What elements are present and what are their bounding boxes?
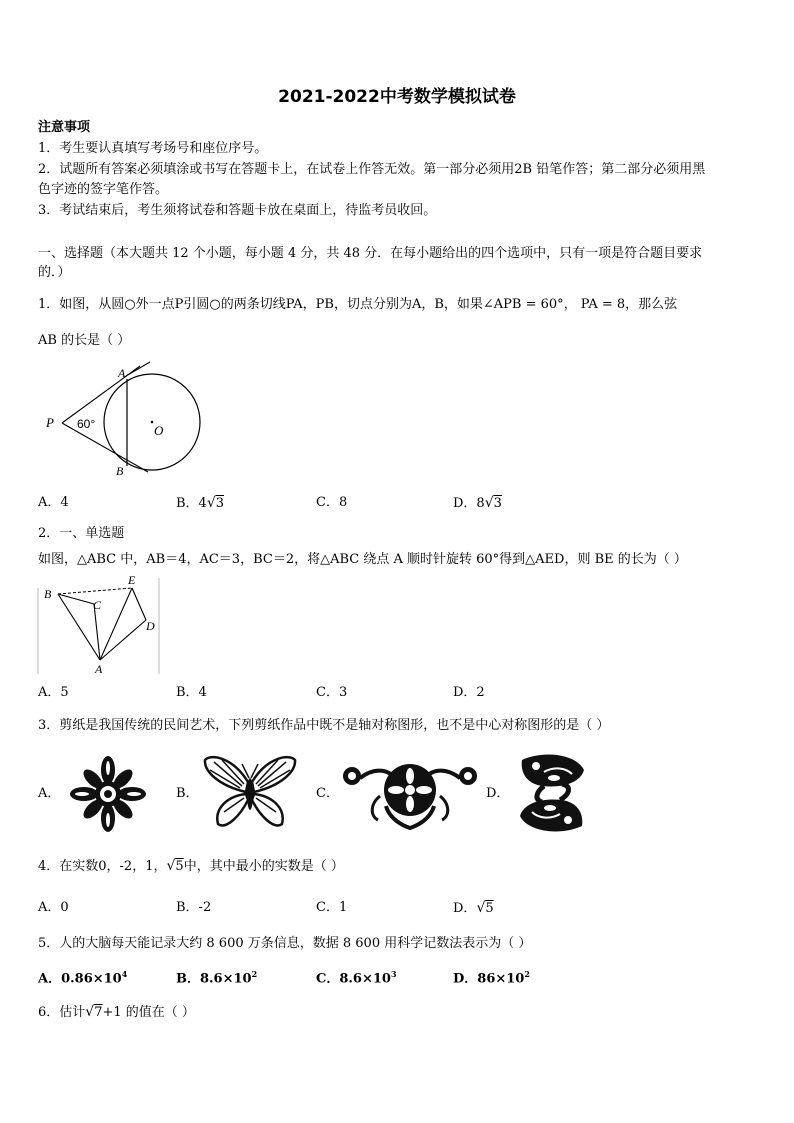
segment-da	[100, 620, 146, 660]
question-4-text-b: 中，其中最小的实数是（ ）	[183, 859, 344, 874]
question-2-text: 2．一、单选题	[38, 526, 125, 541]
option-c-exponent: 3	[390, 969, 397, 979]
papercut-flower-icon	[68, 754, 148, 834]
option-d-exponent: 2	[524, 969, 530, 979]
label-angle: 60°	[77, 417, 96, 431]
question-1-option-d: D．8√3	[453, 495, 502, 511]
question-1-figure	[40, 362, 210, 480]
question-4-option-b: B．-2	[176, 900, 212, 915]
label-p: P	[46, 415, 54, 430]
papercut-fish-icon	[514, 750, 590, 836]
notice-heading: 注意事项	[38, 120, 91, 135]
notice-item: 色字迹的签字笔作答。	[38, 182, 169, 197]
question-3-option-a: A．	[38, 786, 61, 801]
question-3-text: 3．剪纸是我国传统的民间艺术，下列剪纸作品中既不是轴对称图形，也不是中心对称图形的是（ ）	[38, 718, 610, 733]
option-d-radicand: 3	[493, 496, 502, 511]
question-4-text-a: 4．在实数0，-2，1，	[38, 859, 167, 874]
papercut-ornament-icon	[340, 756, 480, 830]
section-heading: 一、选择题（本大题共 12 个小题，每小题 4 分，共 48 分．在每小题给出的四个选项中，只有一项是符合题目要求	[38, 246, 703, 261]
question-4-option-a: A．0	[38, 900, 69, 915]
segment-ed	[132, 588, 146, 620]
question-2-option-c: C．3	[316, 685, 348, 700]
section-heading-cont: 的．）	[38, 265, 71, 280]
question-1-option-b: B．4√3	[176, 495, 225, 511]
page-title: 2021-2022中考数学模拟试卷	[278, 87, 516, 107]
question-5-option-d	[453, 965, 530, 988]
notice-item: 3．考试结束后，考生须将试卷和答题卡放在桌面上，待监考员收回。	[38, 203, 437, 218]
question-4-option-c: C．1	[316, 900, 348, 915]
papercut-butterfly-icon	[202, 752, 298, 832]
label-a: A	[95, 662, 103, 676]
question-5-option-a	[38, 965, 127, 988]
segment-ae	[100, 588, 132, 660]
option-c-base: C．8.6×10	[316, 971, 391, 987]
center-dot	[151, 421, 154, 424]
question-5-option-b	[176, 965, 257, 988]
option-d-base: D．86×10	[453, 971, 525, 987]
option-a-base: A．0.86×10	[38, 971, 122, 987]
option-a-exponent: 4	[121, 969, 128, 979]
option-b-radicand: 3	[215, 496, 225, 511]
question-3-option-c: C．	[316, 786, 339, 801]
question-2-option-d: D．2	[453, 685, 485, 700]
question-6-prefix: 6．估计	[38, 1005, 86, 1020]
question-5-option-c	[316, 965, 397, 988]
notice-item: 1．考生要认真填写考场号和座位序号。	[38, 141, 268, 156]
label-b: B	[116, 464, 124, 478]
label-d: D	[146, 619, 155, 633]
label-e: E	[128, 573, 136, 587]
label-a: A	[118, 366, 126, 380]
question-5-text: 5．人的大脑每天能记录大约 8 600 万条信息，数据 8 600 用科学记数法表示为（ ）	[38, 936, 532, 951]
question-2-option-a: A．5	[38, 685, 69, 700]
option-b-base: B．8.6×10	[176, 971, 252, 987]
option-d-prefix: D．8	[453, 496, 485, 511]
question-2-option-b: B．4	[176, 685, 207, 700]
question-4-radicand: 5	[175, 859, 184, 874]
question-1-text: 1．如图，从圆○外一点P引圆○的两条切线PA，PB，切点分别为A，B，如果∠APB = 60°， PA = 8，那么弦	[38, 297, 678, 312]
notice-item: 2．试题所有答案必须填涂或书写在答题卡上，在试卷上作答无效。第一部分必须用2B 铅笔作答；第二部分必须用黑	[38, 162, 706, 177]
question-6-text: 6．估计√7+1 的值在（ ）	[38, 1004, 195, 1020]
question-4-text: 4．在实数0，-2，1，√5中，其中最小的实数是（ ）	[38, 858, 344, 874]
question-6-suffix: +1 的值在（ ）	[102, 1005, 195, 1020]
question-4-option-d: D．√5	[453, 900, 494, 916]
question-2-text-cont: 如图，△ABC 中，AB＝4，AC＝3，BC＝2，将△ABC 绕点 A 顺时针旋转 60°得到△AED，则 BE 的长为（ ）	[38, 552, 687, 567]
question-1-option-c: C．8	[316, 495, 348, 510]
question-3-option-b: B．	[176, 786, 199, 801]
label-b: B	[44, 587, 52, 601]
label-o: O	[154, 423, 164, 438]
option-d-prefix: D．	[453, 901, 477, 916]
question-6-radicand: 7	[94, 1005, 103, 1020]
question-1-option-a: A．4	[38, 495, 69, 510]
label-c: C	[93, 598, 102, 612]
question-2-figure	[38, 574, 162, 676]
question-1-text-cont: AB 的长是（ ）	[38, 333, 131, 348]
question-3-option-d: D．	[486, 786, 510, 801]
option-b-exponent: 2	[251, 969, 258, 979]
option-b-prefix: B．4	[176, 496, 207, 511]
option-d-radicand: 5	[485, 901, 494, 916]
segment-be	[58, 588, 132, 594]
